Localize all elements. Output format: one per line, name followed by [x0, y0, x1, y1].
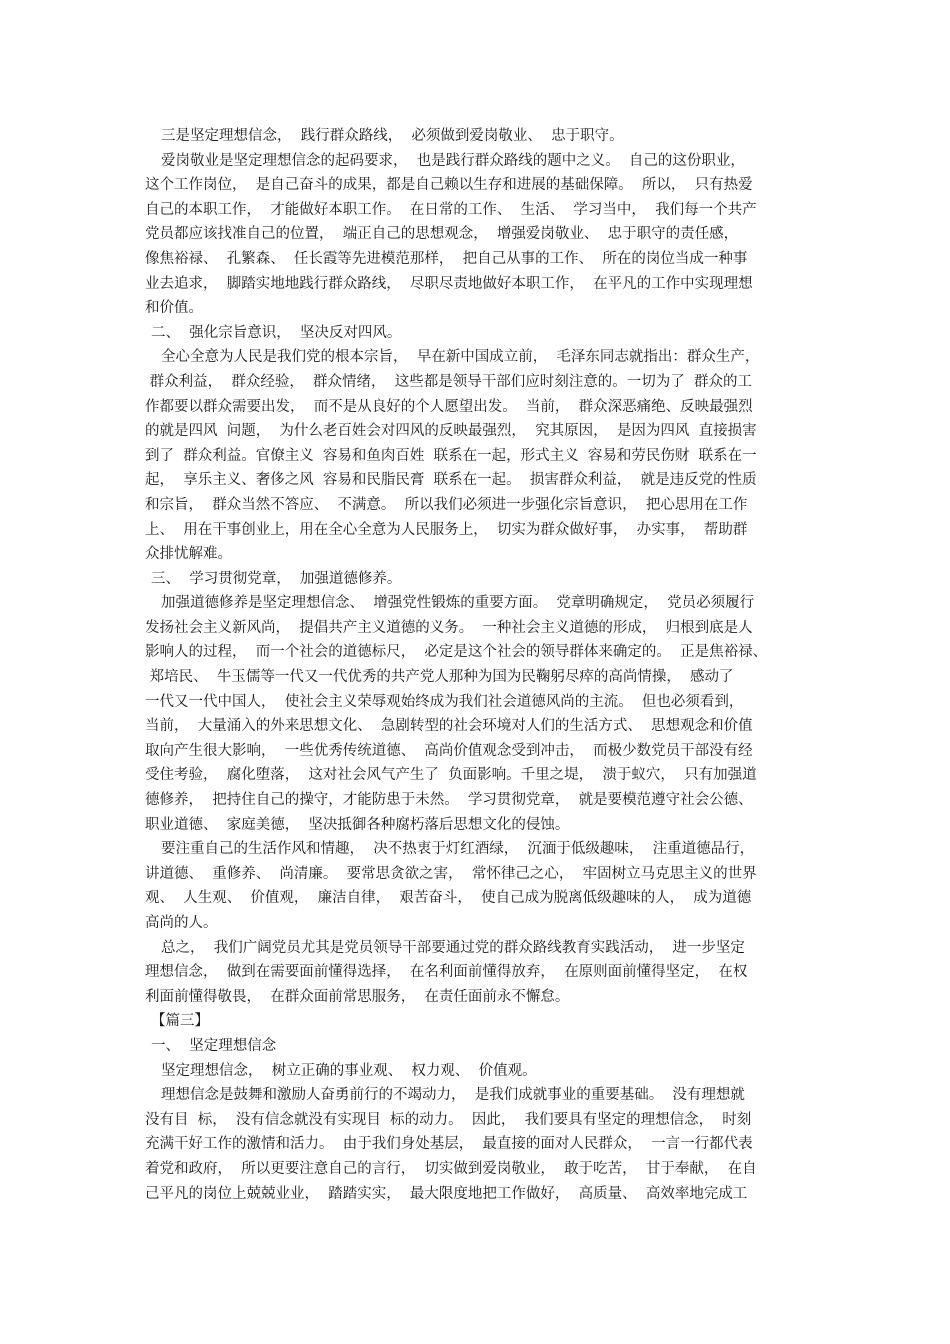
paragraph — [145, 345, 813, 566]
paragraph — [145, 567, 813, 592]
text-line: 全心全意为人民是我们党的根本宗旨， 早在新中国成立前， 毛泽东同志就指出：群众生产， — [161, 349, 760, 366]
text-line: 到了 群众利益。官僚主义 容易和鱼肉百姓 联系在一起，形式主义 容易和劳民伤财 联系在一 — [145, 447, 757, 464]
text-line: 着党和政府， 所以更要注意自己的言行， 切实做到爱岗敬业， 敢于吃苦， 甘于奉献， 在自 — [145, 1160, 757, 1177]
text-line: 作都要以群众需要出发， 而不是从良好的个人愿望出发。 当前， 群众深恶痛绝、反映最强烈 — [145, 398, 753, 415]
text-line: 理想信念， 做到在需要面前懂得选择， 在名利面前懂得放弃， 在原则面前懂得坚定， 在权 — [145, 964, 748, 981]
text-line: 要注重自己的生活作风和情趣， 决不热衷于灯红酒绿， 沉湎于低级趣味， 注重道德品行， — [161, 841, 755, 858]
text-line: 坚定理想信念， 树立正确的事业观、 权力观、 价值观。 — [161, 1062, 537, 1079]
text-line: 加强道德修养是坚定理想信念、 增强党性锻炼的重要方面。 党章明确规定， 党员必须履行 — [161, 595, 755, 612]
text-line: 的就是四风 问题， 为什么老百姓会对四风的反映最强烈， 究其原因， 是因为四风 直接损害 — [145, 423, 757, 440]
text-line: 上、 用在干事创业上，用在全心全意为人民服务上， 切实为群众做好事， 办实事， 帮助群 — [145, 521, 748, 538]
text-line: 一代又一代中国人， 使社会主义荣辱观始终成为我们社会道德风尚的主流。 但也必须看到， — [145, 693, 744, 710]
document-body — [145, 124, 813, 1206]
text-line: 观、 人生观、 价值观， 廉洁自律， 艰苦奋斗， 使自己成为脱离低级趣味的人， 成为道德 — [145, 890, 752, 907]
text-line: 众排忧解难。 — [145, 546, 232, 563]
paragraph — [145, 149, 813, 321]
text-line: 受住考验， 腐化堕落， 这对社会风气产生了 负面影响。千里之堤， 溃于蚁穴， 只有加强道 — [145, 767, 757, 784]
text-line: 当前， 大量涌入的外来思想文化、 急剧转型的社会环境对人们的生活方式、 思想观念和价值 — [145, 718, 753, 735]
text-line: 讲道德、 重修养、 尚清廉。 要常思贪欲之害， 常怀律己之心， 牢固树立马克思主义的世界 — [145, 865, 757, 882]
text-line: 己平凡的岗位上兢兢业业， 踏踏实实， 最大限度地把工作做好， 高质量、 高效率地完成工 — [145, 1185, 748, 1202]
text-line: 利面前懂得敬畏， 在群众面前常思服务， 在责任面前永不懈怠。 — [145, 988, 570, 1005]
text-line: 理想信念是鼓舞和激励人奋勇前行的不竭动力， 是我们成就事业的重要基础。 没有理想就 — [161, 1087, 745, 1104]
text-line: 总之， 我们广阔党员尤其是党员领导干部要通过党的群众路线教育实践活动， 进一步坚定 — [161, 939, 745, 956]
paragraph — [145, 1059, 813, 1084]
text-line: 群众利益， 群众经验， 群众情绪， 这些都是领导干部们应时刻注意的。一切为了 群众的工 — [145, 373, 752, 390]
text-line: 和宗旨， 群众当然不答应、 不满意。 所以我们必须进一步强化宗旨意识， 把心思用在工作 — [145, 496, 748, 513]
text-line: 三、 学习贯彻党章， 加强道德修养。 — [151, 570, 402, 587]
text-line: 影响人的过程， 而一个社会的道德标尺， 必定是这个社会的领导群体来确定的。 正是焦裕禄、 — [145, 644, 768, 661]
text-line: 【篇三】 — [151, 1013, 209, 1030]
text-line: 高尚的人。 — [145, 915, 218, 931]
paragraph — [145, 124, 813, 149]
text-line: 像焦裕禄、 孔繁森、 任长霞等先进模范那样， 把自己从事的工作、 所在的岗位当成一种事 — [145, 250, 748, 267]
text-line: 德修养， 把持住自己的操守，才能防患于未然。 学习贯彻党章， 就是要模范遵守社会公德、 — [145, 792, 753, 809]
text-line: 三是坚定理想信念， 践行群众路线， 必须做到爱岗敬业、 忠于职守。 — [161, 128, 624, 144]
paragraph — [145, 837, 813, 935]
text-line: 和价值。 — [145, 300, 203, 317]
text-line: 业去追求， 脚踏实地地践行群众路线， 尽职尽责地做好本职工作， 在平凡的工作中实现理想 — [145, 275, 753, 292]
text-line: 没有目 标， 没有信念就没有实现目 标的动力。 因此， 我们要具有坚定的理想信念， 时刻 — [145, 1111, 752, 1128]
paragraph — [145, 1009, 813, 1034]
paragraph — [145, 591, 813, 837]
paragraph — [145, 1034, 813, 1059]
text-line: 发扬社会主义新风尚， 提倡共产主义道德的义务。 一种社会主义道德的形成， 归根到底是人 — [145, 619, 753, 636]
text-line: 自己的本职工作， 才能做好本职工作。 在日常的工作、 生活、 学习当中， 我们每一个共产 — [145, 201, 757, 218]
text-line: 充满干好工作的激情和活力。 由于我们身处基层， 最直接的面对人民群众， 一言一行都代表 — [145, 1136, 753, 1153]
paragraph — [145, 321, 813, 346]
text-line: 郑培民、 牛玉儒等一代又一代优秀的共产党人那种为国为民鞠躬尽瘁的高尚情操， 感动了 — [145, 669, 734, 686]
text-line: 二、 强化宗旨意识， 坚决反对四风。 — [151, 324, 402, 341]
text-line: 这个工作岗位， 是自己奋斗的成果，都是自己赖以生存和进展的基础保障。 所以， 只有热爱 — [145, 177, 753, 194]
text-line: 一、 坚定理想信念 — [151, 1037, 277, 1054]
text-line: 起， 享乐主义、奢侈之风 容易和民脂民膏 联系在一起。 损害群众利益， 就是违反党的性质 — [145, 472, 757, 489]
text-line: 党员都应该找准自己的位置， 端正自己的思想观念， 增强爱岗敬业、 忠于职守的责任感， — [145, 226, 739, 243]
paragraph — [145, 1083, 813, 1206]
text-line: 职业道德、 家庭美德， 坚决抵御各种腐朽落后思想文化的侵蚀。 — [145, 816, 570, 833]
text-line: 取向产生很大影响， 一些优秀传统道德、 高尚价值观念受到冲击， 而极少数党员干部没有经 — [145, 742, 753, 759]
text-line: 爱岗敬业是坚定理想信念的起码要求， 也是践行群众路线的题中之义。 自己的这份职业， — [161, 152, 745, 169]
paragraph — [145, 936, 813, 1010]
